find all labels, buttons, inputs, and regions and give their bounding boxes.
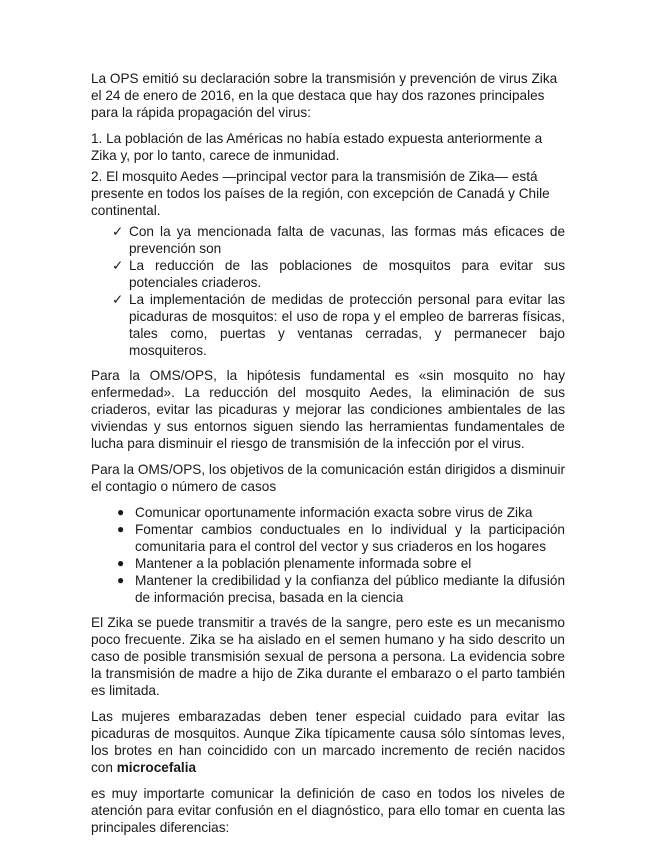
check-icon: ✓ — [112, 292, 124, 307]
check-icon: ✓ — [112, 224, 124, 239]
list-item: ✓ La implementación de medidas de protección personal para evitar las picaduras de mosquitos: el uso de ropa y el empleo de barreras físicas, tales como, puertas y ventanas cerradas, y permanecer bajo mosquiteros. — [112, 292, 565, 358]
pregnant-women-paragraph: Las mujeres embarazadas deben tener especial cuidado para evitar las picaduras de mosquitos. Aunque Zika típicamente causa sólo síntomas leves, los brotes en han coincidido con un marcado incremento de recién nacidos con microcefalia — [91, 709, 565, 775]
bullet-icon: ● — [117, 522, 125, 536]
list-item: ● Mantener a la población plenamente informada sobre el — [117, 556, 472, 571]
list-item: ✓ La reducción de las poblaciones de mosquitos para evitar sus potenciales criaderos. — [112, 258, 565, 290]
bullet-icon: ● — [117, 505, 125, 519]
objectives-bullet-list — [91, 504, 565, 606]
bullet-icon: ● — [117, 573, 125, 587]
hypothesis-paragraph: Para la OMS/OPS, la hipótesis fundamental es «sin mosquito no hay enfermedad». La reducción del mosquito Aedes, la eliminación de sus criaderos, evitar las picaduras y mejorar las condiciones ambientales de las viviendas y sus entornos siguen siendo las herramientas fundamentales de lucha para disminuir el riesgo de transmisión de la infección por el virus. — [91, 368, 565, 451]
prevention-check-list — [91, 223, 565, 359]
final-paragraph: es muy importarte comunicar la definición de caso en todos los niveles de atención para evitar confusión en el diagnóstico, para ello tomar en cuenta las principales diferencias: — [91, 786, 565, 835]
list-item: ● Mantener la credibilidad y la confianza del público mediante la difusión de información precisa, basada en la ciencia — [117, 573, 565, 605]
reason-2: 2. El mosquito Aedes —principal vector para la transmisión de Zika— está presente en todos los países de la región, con excepción de Canadá y Chile continental. — [91, 169, 550, 218]
document-page — [91, 70, 565, 845]
check-icon: ✓ — [112, 258, 124, 273]
list-item: ● Comunicar oportunamente información exacta sobre virus de Zika — [117, 505, 533, 520]
microcefalia-term: microcefalia — [116, 760, 197, 775]
blood-transmission-paragraph: El Zika se puede transmitir a través de la sangre, pero este es un mecanismo poco frecuente. Zika se ha aislado en el semen humano y ha sido descrito un caso de posible transmisión sexual de persona a persona. La evidencia sobre la transmisión de madre a hijo de Zika durante el embarazo o el parto también es limitada. — [91, 615, 565, 698]
bullet-icon: ● — [117, 556, 125, 570]
list-item: ✓ Con la ya mencionada falta de vacunas, las formas más eficaces de prevención son — [112, 224, 565, 256]
reason-1: 1. La población de las Américas no había estado expuesta anteriormente a Zika y, por lo tanto, carece de inmunidad. — [91, 131, 543, 163]
list-item: ● Fomentar cambios conductuales en lo individual y la participación comunitaria para el control del vector y sus criaderos en los hogares — [117, 522, 565, 554]
objectives-paragraph: Para la OMS/OPS, los objetivos de la comunicación están dirigidos a disminuir el contagio o número de casos — [91, 462, 565, 494]
intro-paragraph: La OPS emitió su declaración sobre la transmisión y prevención de virus Zika el 24 de enero de 2016, en la que destaca que hay dos razones principales para la rápida propagación del virus: — [91, 71, 558, 120]
